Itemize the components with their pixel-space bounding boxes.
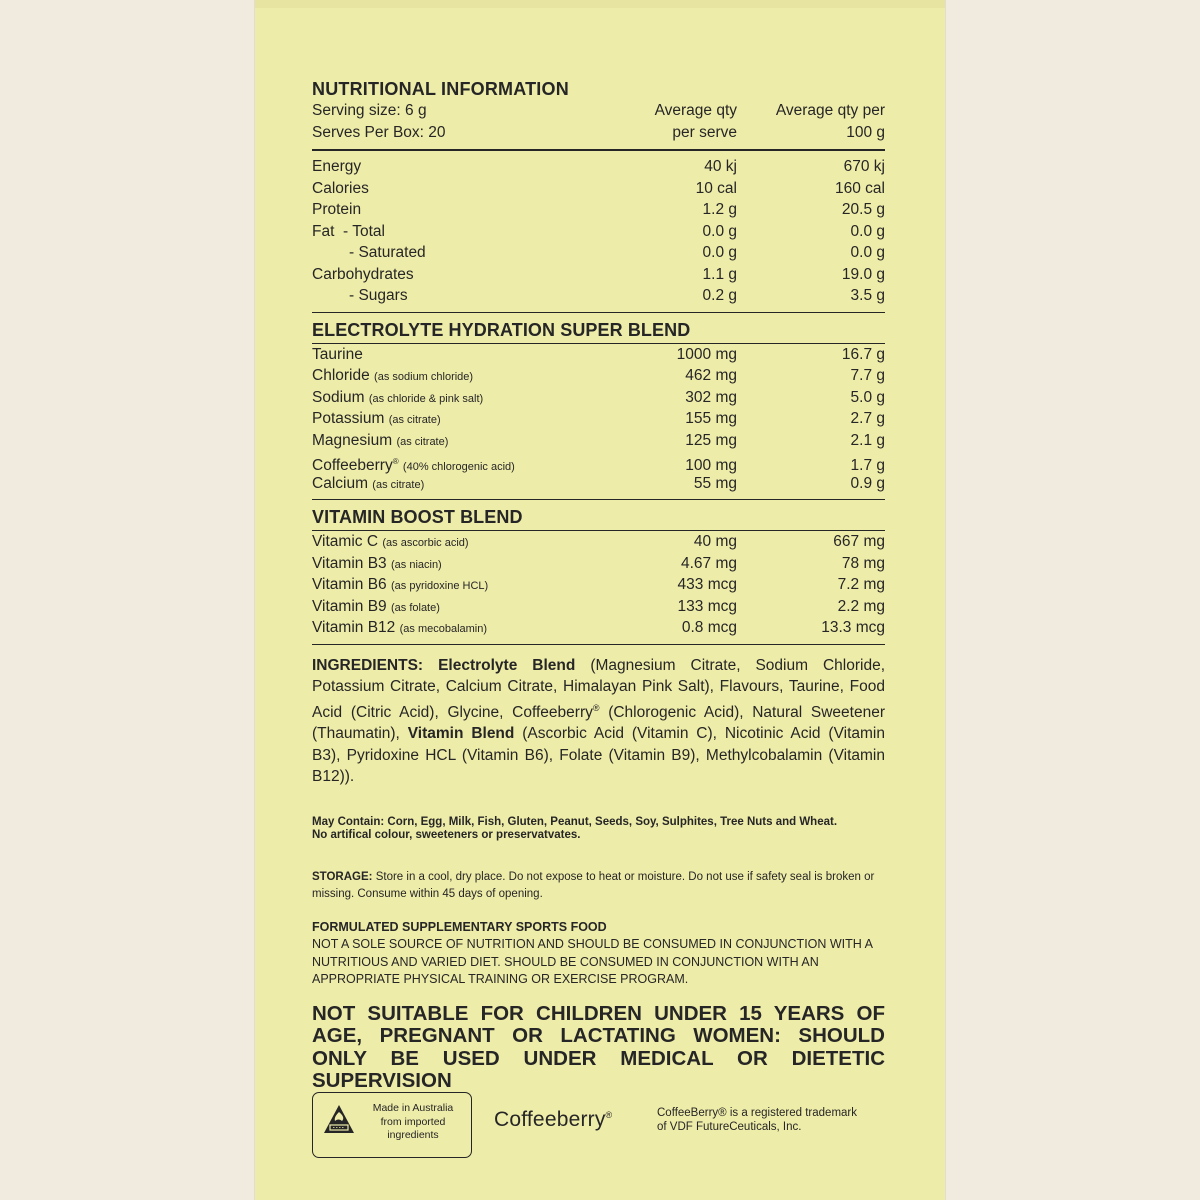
table-row: [312, 596, 885, 618]
table-row: [312, 242, 885, 264]
table-row: [312, 451, 885, 473]
per-100g-value: 0.9 g: [850, 474, 885, 492]
registered-mark: ®: [592, 702, 600, 713]
allergen-line-1: May Contain: Corn, Egg, Milk, Fish, Gluten, Peanut, Seeds, Soy, Sulphites, Tree Nuts and Wheat.: [312, 815, 838, 828]
per-100g-value: 160 cal: [835, 179, 885, 197]
ingredients-label: INGREDIENTS:: [312, 656, 424, 674]
nutrient-name: Calories: [312, 179, 369, 197]
nutrient-name: Magnesium (as citrate): [312, 431, 449, 449]
col-header-per-100g-2: 100 g: [846, 123, 885, 141]
table-row: [312, 156, 885, 178]
table-row: [312, 387, 885, 409]
storage-text: Store in a cool, dry place. Do not expose to heat or moisture. Do not use if safety seal is broken or missing. Consume within 45 days of opening.: [312, 870, 875, 900]
table-row: [312, 365, 885, 387]
per-100g-value: 0.0 g: [850, 244, 885, 261]
table-row: [312, 531, 885, 553]
serving-row-1: [312, 100, 885, 122]
per-100g-value: 19.0 g: [841, 265, 885, 283]
per-serve-value: 125 mg: [685, 431, 737, 449]
divider: [312, 644, 885, 645]
per-100g-value: 2.1 g: [850, 431, 885, 449]
electrolyte-table: [312, 344, 885, 495]
box-top-edge: [255, 0, 945, 8]
allergen-line-2: No artifical colour, sweeteners or preservatvates.: [312, 828, 581, 841]
nutrient-note: (as mecobalamin): [399, 623, 488, 635]
nutrients-table: [312, 156, 885, 307]
nutrient-name: - Saturated: [349, 244, 426, 261]
vitamin-table: [312, 531, 885, 639]
serving-size: Serving size: 6 g: [312, 102, 427, 119]
table-row: [312, 264, 885, 286]
col-header-per-100g-1: Average qty per: [775, 102, 885, 119]
nutrient-note: (as citrate): [388, 414, 441, 426]
per-serve-value: 0.2 g: [702, 287, 737, 304]
made-in-australia-badge: [312, 1092, 472, 1158]
electrolyte-blend-label: Electrolyte Blend: [438, 656, 576, 674]
table-row: [312, 199, 885, 221]
nutrient-name: Chloride (as sodium chloride): [312, 367, 474, 384]
allergen-statement: [312, 816, 885, 842]
per-serve-value: 1000 mg: [676, 345, 737, 363]
per-serve-value: 55 mg: [693, 474, 737, 492]
nutrient-note: (as citrate): [372, 478, 425, 491]
table-row: [312, 553, 885, 575]
label-content: [312, 78, 885, 1093]
per-100g-value: 0.0 g: [850, 222, 885, 240]
trademark-notice: CoffeeBerry® is a registered trademark of VDF FutureCeuticals, Inc.: [657, 1107, 858, 1133]
nutrient-name: Calcium (as citrate): [312, 474, 425, 492]
electrolyte-section-title: ELECTROLYTE HYDRATION SUPER BLEND: [312, 319, 691, 340]
nutrient-name: Vitamin B3 (as niacin): [312, 554, 442, 572]
label-footer: [312, 1092, 885, 1162]
per-100g-value: 667 mg: [833, 533, 885, 550]
per-100g-value: 20.5 g: [841, 201, 885, 218]
per-serve-value: 0.8 mcg: [681, 619, 737, 636]
divider: [312, 312, 885, 313]
nutrient-note: (as sodium chloride): [374, 371, 474, 383]
formulated-heading: FORMULATED SUPPLEMENTARY SPORTS FOOD: [312, 919, 607, 934]
ingredients-text: [312, 655, 885, 788]
per-serve-value: 1.1 g: [702, 265, 737, 283]
per-100g-value: 2.2 mg: [837, 597, 885, 615]
per-100g-value: 7.2 mg: [837, 576, 885, 593]
nutrient-note: (as citrate): [396, 435, 449, 448]
table-row: [312, 408, 885, 430]
divider: [312, 149, 885, 151]
table-row: [312, 617, 885, 639]
per-100g-value: 16.7 g: [841, 345, 885, 363]
col-header-per-serve-2: per serve: [672, 123, 737, 141]
per-100g-value: 78 mg: [841, 554, 885, 572]
table-row: [312, 473, 885, 495]
nutrient-note: (as folate): [390, 601, 440, 614]
nutrition-title: NUTRITIONAL INFORMATION: [312, 79, 569, 99]
per-serve-value: 433 mcg: [677, 576, 737, 593]
serves-per-box: Serves Per Box: 20: [312, 123, 446, 141]
per-serve-value: 462 mg: [685, 367, 737, 384]
table-row: [312, 344, 885, 366]
per-100g-value: 3.5 g: [850, 287, 885, 304]
storage-label: STORAGE:: [312, 870, 373, 883]
nutrient-name: Coffeeberry® (40% chlorogenic acid): [312, 457, 515, 475]
nutrient-name: Potassium (as citrate): [312, 410, 441, 427]
nutrient-note: (as niacin): [390, 558, 442, 571]
serving-row-2: [312, 122, 885, 144]
per-serve-value: 1.2 g: [702, 201, 737, 218]
coffeeberry-logo: Coffeeberry®: [494, 1108, 613, 1131]
per-serve-value: 0.0 g: [702, 222, 737, 240]
per-serve-value: 4.67 mg: [680, 554, 737, 572]
table-row: [312, 178, 885, 200]
nutrient-name: Protein: [312, 201, 362, 218]
formulated-text: NOT A SOLE SOURCE OF NUTRITION AND SHOULD BE CONSUMED IN CONJUNCTION WITH A NUTRITIOUS AND VARIED DIET. SHOULD BE CONSUMED IN CONJUNCTION WITH AN APPROPRIATE PHYSICAL TRAINING OR EXERCISE PROGRAM.: [312, 937, 873, 987]
nutrient-note: (40% chlorogenic acid): [402, 461, 515, 474]
per-100g-value: 1.7 g: [850, 457, 885, 475]
nutrient-name: Vitamin B9 (as folate): [312, 597, 440, 615]
product-box-back-panel: [255, 0, 945, 1200]
divider: [312, 499, 885, 500]
electrolyte-blend-text: (Magnesium Citrate, Sodium Chloride, Potassium Citrate, Calcium Citrate, Himalayan Pink Salt), Flavours, Taurine, Food Acid (Citric Acid), Glycine, Coffeeberry: [312, 656, 886, 721]
nutrient-name: Vitamic C (as ascorbic acid): [312, 533, 469, 550]
nutrient-name: Vitamin B12 (as mecobalamin): [312, 619, 488, 636]
per-serve-value: 155 mg: [685, 410, 737, 427]
nutrient-name: Carbohydrates: [312, 265, 414, 283]
per-serve-value: 10 cal: [695, 179, 737, 197]
per-serve-value: 0.0 g: [702, 244, 737, 261]
per-serve-value: 133 mcg: [677, 597, 737, 615]
per-serve-value: 100 mg: [685, 457, 737, 475]
badge-text: Made in Australia from imported ingredients: [372, 1102, 454, 1141]
per-serve-value: 40 kj: [704, 158, 737, 175]
nutrient-note: (as chloride & pink salt): [368, 392, 484, 405]
table-row: [312, 574, 885, 596]
col-header-per-serve-1: Average qty: [654, 102, 737, 119]
nutrient-note: (as ascorbic acid): [382, 537, 469, 549]
registered-mark: ®: [392, 457, 399, 466]
per-100g-value: 7.7 g: [850, 367, 885, 384]
vitamin-blend-label: Vitamin Blend: [407, 725, 515, 743]
table-row: [312, 285, 885, 307]
nutrient-name: Vitamin B6 (as pyridoxine HCL): [312, 576, 489, 593]
ingredients-middle-text: (Chlorogenic Acid), Natural Sweetener (Thaumatin),: [312, 703, 885, 743]
storage-instructions: [312, 869, 885, 903]
per-serve-value: 302 mg: [685, 388, 737, 406]
nutrient-name: Energy: [312, 158, 362, 175]
vitamin-blend-text: (Ascorbic Acid (Vitamin C), Nicotinic Acid (Vitamin B3), Pyridoxine HCL (Vitamin B6), Folate (Vitamin B9), Methylcobalamin (Vitamin B12)).: [312, 725, 885, 786]
australian-made-triangle-icon: [322, 1103, 356, 1137]
nutrient-note: (as pyridoxine HCL): [390, 580, 489, 592]
per-serve-value: 40 mg: [693, 533, 737, 550]
per-100g-value: 5.0 g: [850, 388, 885, 406]
nutrient-name: Fat - Total: [312, 222, 385, 240]
nutrient-name: Sodium (as chloride & pink salt): [312, 388, 484, 406]
warning-statement: NOT SUITABLE FOR CHILDREN UNDER 15 YEARS OF AGE, PREGNANT OR LACTATING WOMEN: SHOULD ONLY BE USED UNDER MEDICAL OR DIETETIC SUPERVISION: [312, 1001, 885, 1093]
per-100g-value: 670 kj: [843, 158, 885, 175]
table-row: [312, 430, 885, 452]
per-100g-value: 13.3 mcg: [821, 619, 885, 636]
formulated-statement: [312, 919, 885, 989]
nutrient-name: Taurine: [312, 345, 363, 363]
nutrient-name: - Sugars: [349, 287, 408, 304]
table-row: [312, 221, 885, 243]
vitamin-section-title: VITAMIN BOOST BLEND: [312, 507, 523, 527]
per-100g-value: 2.7 g: [850, 410, 885, 427]
